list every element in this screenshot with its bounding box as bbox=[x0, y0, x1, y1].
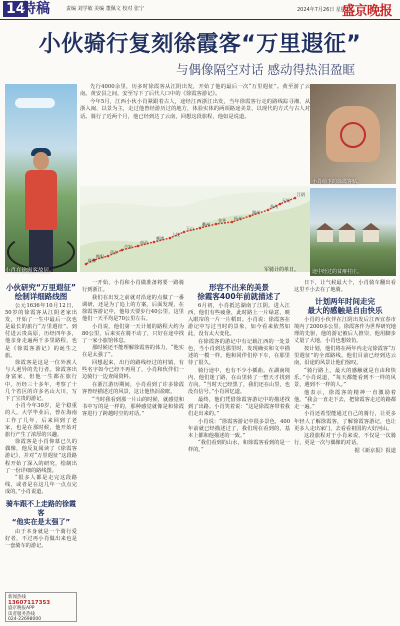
map-stop-label: 南昌 bbox=[140, 240, 148, 245]
lead-paragraph: 先行4000余里，历多时徐霞客从江阴出发，开始了他的最后一次“万里遐征”。黄至游了云南。黄安县之间，安至写下了后代人口中的《徐霞客游记》。 bbox=[80, 84, 310, 98]
body-paragraph: 6月初，小肖抵达湖南了江阴。进入江西，他们有些疲惫，此时路上一片绿意，映入眼帘的一片一片稻田。小肖说：徐霞客在游记中写过当时的景象，如今看来依然如此，没有太大变化。 bbox=[188, 303, 290, 338]
caption-sticker: 小肖给下的徐霞客贴。 bbox=[312, 179, 363, 185]
map-stop-dot bbox=[279, 203, 282, 206]
map-stop-dot bbox=[249, 215, 252, 218]
map-stop-dot bbox=[294, 197, 297, 200]
map-stop-dot bbox=[231, 221, 234, 224]
map-stop-label: 无锡 bbox=[282, 198, 290, 203]
body-paragraph: 那时候还不能理解徐霞客的体力，“他实在是太强了”。 bbox=[82, 345, 184, 359]
map-stop-label: 湖州 bbox=[252, 210, 260, 215]
body-paragraph: 最终，他们凭借徐霞客游记中的描述找到了出路。小肖笑着说：“这是徐霞客带着我们走出来的。” bbox=[188, 396, 290, 417]
column-3 bbox=[188, 280, 290, 455]
map-stop-dot bbox=[169, 237, 172, 240]
photo-sticker bbox=[310, 84, 396, 184]
map-stop-dot bbox=[267, 209, 270, 212]
caption-map: 军骑计的单日。 bbox=[264, 267, 300, 273]
subheadline: 与偶像隔空对话 感动得热泪盈眶 bbox=[176, 62, 355, 77]
map-stop-dot bbox=[153, 241, 156, 244]
body-paragraph: 骑行途中，也有不少小插曲。在湖南境内，他们迷了路，在山里转了一整天才找到方向。“当时天已经黑了，我们还在山里，也没有信号。”小肖回忆道。 bbox=[188, 367, 290, 396]
body-paragraph: 这段旅程对于小肖来说，不仅是一次骑行，更是一次与偶像的对话。 bbox=[294, 433, 396, 447]
section-title-2: 骑车跟不上走路的徐霞客 “他实在是太强了” bbox=[6, 499, 76, 526]
map-stop-dot bbox=[199, 227, 202, 230]
column-4 bbox=[294, 280, 396, 455]
map-stop-label: 金华 bbox=[218, 218, 226, 223]
body-paragraph: 小肖今年30岁，是个稳重的人。大学毕业后，曾在海南工作了几年，后来回到了老家，也是在那时候，他开始对旅行产生了浓厚的兴趣。 bbox=[5, 403, 77, 438]
editor-credits: 责编 刘学敏 美编 董佩文 校对 张宁 bbox=[66, 6, 144, 12]
body-paragraph: 他表示，徐霞客的精神一直激励着他。“我会一直走下去，把徐霞客走过的路都走一遍。” bbox=[294, 389, 396, 410]
map-stop-label: 吉安 bbox=[124, 244, 132, 249]
section-title-4: 计划两年时间走完 最大的感触是自由快乐 bbox=[307, 297, 383, 316]
contact-extra: 盛京晚报APP 读者服务热线 024-22698000 bbox=[8, 606, 42, 622]
route-map bbox=[80, 186, 310, 272]
body-paragraph: 回想起来，出行的路线经过的村镇，有些名字如今已经不再用了，小肖和伙伴们一边骑行一边查阅资料。 bbox=[82, 360, 184, 381]
body-paragraph: “当时我看到那一片山的时候，就感觉和书中写的是一样的，那种感觉就像是和徐霞客进行了跨越时空的对话。” bbox=[82, 396, 184, 417]
map-stop-label: 桂林 bbox=[88, 258, 96, 263]
map-stop-dot bbox=[121, 249, 124, 252]
body-paragraph: “我们看到的山水，和徐霞客看到的是一样的。” bbox=[188, 440, 290, 454]
map-stop-label: 苏州 bbox=[270, 204, 278, 209]
body-paragraph: 我们在出发之前就对沿途的点做了一番调研，还是为了追上的方案。后面发现，在徐霞客游记中，他每天要步行40公里，这里他们一天平均是70公里左右。 bbox=[82, 294, 184, 322]
body-paragraph: “骑行路上，最大的感触就是自由和快乐。”小肖说道，“每天都能看到不一样的风景，遇到不一样的人。” bbox=[294, 367, 396, 389]
caption-village: 途中经过的贫瘠村庄。 bbox=[312, 269, 363, 275]
contact-box bbox=[5, 592, 77, 622]
section-name: 特稿 bbox=[22, 1, 50, 17]
body-paragraph: 徐霞客是小肖仰慕已久的偶像，他反复阅读了《徐霞客游记》，并对“万里遐征”这段路程开始了深入的研究，绘制出了一份详细的路线图。 bbox=[5, 439, 77, 474]
headline: 小伙骑行复刻徐霞客“万里遐征” bbox=[38, 32, 362, 57]
photo-village bbox=[310, 188, 396, 276]
section-title-1: 小伙研究“万里遐征” 绘制详细路线图 bbox=[6, 283, 76, 301]
body-paragraph: 日下，让气候最大个，小肖骑车翻出看这里不小去在了地骑。 bbox=[294, 280, 396, 294]
contact-hotline: 13607117353 bbox=[8, 599, 51, 606]
map-stop-label: 上饶 bbox=[172, 232, 180, 237]
body-paragraph: 小肖还希望能通过自己的骑行，让更多年轻人了解徐霞客，了解徐霞客游记，也让更多人走出家门，去看看祖国的大好河山。 bbox=[294, 411, 396, 432]
body-paragraph: 徐霞客是这是一位外族人与人迥异的先行者。徐霞客出身富家，但他一生都在旅行中。历经三十多年，考察了十几个省区的许多名山大川，写下了宝贵的游记。 bbox=[5, 360, 77, 402]
body-paragraph: “很多人都是走完这段路线，或者是在这几年一点点完成的。”小肖说道。 bbox=[5, 475, 77, 496]
column-1 bbox=[5, 280, 77, 550]
issue-date: 2024年7月26日 星期五 bbox=[297, 7, 351, 13]
section-title-3: 形容不出来的美景 徐霞客400年前就描述了 bbox=[197, 283, 281, 301]
body-paragraph: 小肖说：“徐霞客游记中很多景色，400年前就已经描述过了，我们现在看到的，基本上都和他描述的一致。” bbox=[188, 418, 290, 439]
map-stop-dot bbox=[215, 223, 218, 226]
column-2 bbox=[82, 280, 184, 418]
byline: 据《新京报》报道 bbox=[354, 448, 396, 455]
map-stop-dot bbox=[183, 231, 186, 234]
body-paragraph: 一开始，小肖和小肖做准备将要一路骑行到浙江。 bbox=[82, 280, 184, 294]
map-stop-label: 江阴 bbox=[297, 192, 305, 197]
map-stop-label: 萍乡 bbox=[110, 250, 118, 255]
caption-portrait: 小肖在徐霞客故居。 bbox=[5, 268, 55, 274]
route-map-svg bbox=[80, 186, 310, 272]
body-paragraph: 在徐霞客的游记中有记载江西的一处景色，当小肖到达那里时，发现确实和文中描述的一模一样。他和同伴们停下车，在那里待了很久。 bbox=[188, 338, 290, 367]
map-stop-label: 衡阳 bbox=[96, 254, 104, 259]
map-stop-dot bbox=[85, 263, 88, 266]
map-stop-label: 衢州 bbox=[202, 222, 210, 227]
body-paragraph: 在浙江游历期间，小肖看到了许多徐霞客曾经描述过的风景，这让他热泪盈眶。 bbox=[82, 381, 184, 395]
page-number: 14 bbox=[3, 1, 28, 17]
map-stop-label: 玉山 bbox=[186, 226, 194, 231]
map-stop-label: 杭州 bbox=[234, 216, 242, 221]
body-paragraph: 按计划，他们将在两年内走完徐霞客“万里遐征”的全部路线。他们目前已经到达云南，沿途的风景让他们惊叹。 bbox=[294, 346, 396, 367]
photo-cyclist-portrait bbox=[5, 84, 77, 272]
body-paragraph: 小肖的小伙伴在江阴出发后江西宜春市境内了2000多公里。徐霞客作为世界研究地理的先驱，他的游记被后人推崇，他用脚步丈量了大地，小肖也想效仿。 bbox=[294, 317, 396, 345]
map-stop-dot bbox=[107, 255, 110, 258]
contact-label: 新闻热线 bbox=[8, 595, 26, 600]
newspaper-logo: 盛京晚报 bbox=[342, 4, 393, 19]
body-paragraph: 由于本身就是一个骑行爱好者，不过再小肖做出来也是一套骑车的游记。 bbox=[5, 528, 77, 549]
map-stop-label: 鹰潭 bbox=[156, 236, 164, 241]
body-paragraph: 公元1636年10月12日，50岁的徐霞客从江阴老家出发，开始了一生中最后一次也是最长的旅行“万里遐征”。到付进云贵高原，历经四年多，他亲身走遍两千多里路程，也是《徐霞客游记》的诞生之旅。 bbox=[5, 303, 77, 359]
map-stop-dot bbox=[137, 245, 140, 248]
body-paragraph: 小肖说，他们第一天计划的路程大约为80公里，后来实在骑不动了，只好在途中找了一家小旅馆休息。 bbox=[82, 323, 184, 344]
lead-paragraph: 今年5月，江西小伙小肖紧跟着古人，途经江西浙江出发，当年徐霞客行走的路线踪寻湘、从浙入闽、以景为主，走过他曾经游历过的地方，体验实体的两项路途美景，以现代的方式与古人对话。骑行了近两个月，他已经到达了云南，回想这段旅程，他如是说道。 bbox=[80, 98, 310, 120]
page-header bbox=[0, 0, 400, 20]
